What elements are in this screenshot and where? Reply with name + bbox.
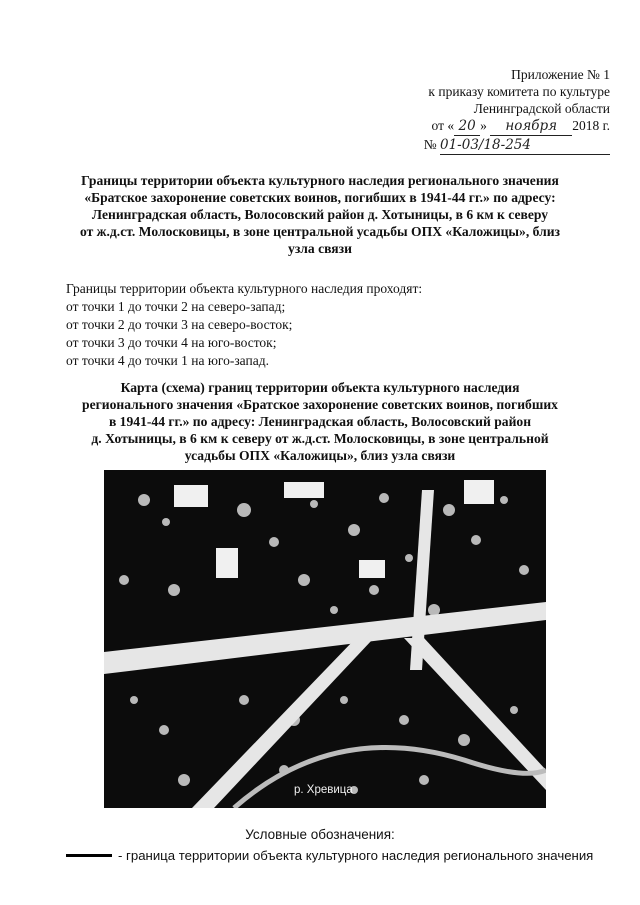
title-line: Ленинградская область, Волосовский район д. Хотыницы, в 6 км к северу — [91, 207, 549, 222]
legend-item-label: - граница территории объекта культурного наследия регионального значения — [118, 848, 594, 863]
legend-title: Условные обозначения: — [245, 827, 395, 842]
appendix-block — [350, 66, 610, 155]
title-line: узла связи — [288, 241, 352, 256]
boundary-item: от точки 4 до точки 1 на юго-запад. — [66, 353, 269, 368]
title-line: Границы территории объекта культурного наследия регионального значения — [81, 173, 559, 188]
map-title-line: усадьбы ОПХ «Каложицы», близ узла связи — [184, 448, 456, 463]
date-day-handwritten: 20 — [454, 118, 480, 136]
appendix-number: № 01-03/18-254 — [350, 136, 610, 155]
map-title-line: Карта (схема) границ территории объекта культурного наследия — [120, 380, 520, 395]
boundary-intro: Границы территории объекта культурного наследия проходят: — [66, 281, 423, 296]
document-title — [48, 172, 592, 257]
map-title-line: регионального значения «Братское захоронение советских воинов, погибших — [82, 397, 558, 412]
map-title-line: д. Хотыницы, в 6 км к северу от ж.д.ст. Молосковицы, в зоне центральной — [91, 431, 549, 446]
title-line: «Братское захоронение советских воинов, погибших в 1941-44 гг.» по адресу: — [84, 190, 556, 205]
order-number-handwritten: 01-03/18-254 — [440, 137, 610, 155]
boundary-description — [66, 280, 586, 370]
map-title-line: в 1941-44 гг.» по адресу: Ленинградская область, Волосовский район — [108, 414, 532, 429]
boundary-item: от точки 1 до точки 2 на северо-запад; — [66, 299, 286, 314]
appendix-region: Ленинградской области — [473, 101, 610, 116]
date-month-handwritten: ноября — [490, 118, 572, 136]
boundary-item: от точки 3 до точки 4 на юго-восток; — [66, 335, 277, 350]
appendix-title: Приложение № 1 — [511, 67, 610, 82]
legend-item — [66, 848, 593, 863]
appendix-order-ref: к приказу комитета по культуре — [428, 84, 610, 99]
aerial-map — [104, 470, 546, 808]
boundary-item: от точки 2 до точки 3 на северо-восток; — [66, 317, 293, 332]
river-label: р. Хревица — [294, 784, 353, 796]
map-title — [60, 379, 580, 464]
boundary-line-symbol — [66, 854, 112, 857]
appendix-date: от « 20 » ноября 2018 г. — [431, 118, 610, 134]
aerial-map-image — [104, 470, 546, 808]
date-year: 2018 г. — [572, 118, 610, 133]
title-line: от ж.д.ст. Молосковицы, в зоне центральной усадьбы ОПХ «Каложицы», близ — [79, 224, 561, 239]
